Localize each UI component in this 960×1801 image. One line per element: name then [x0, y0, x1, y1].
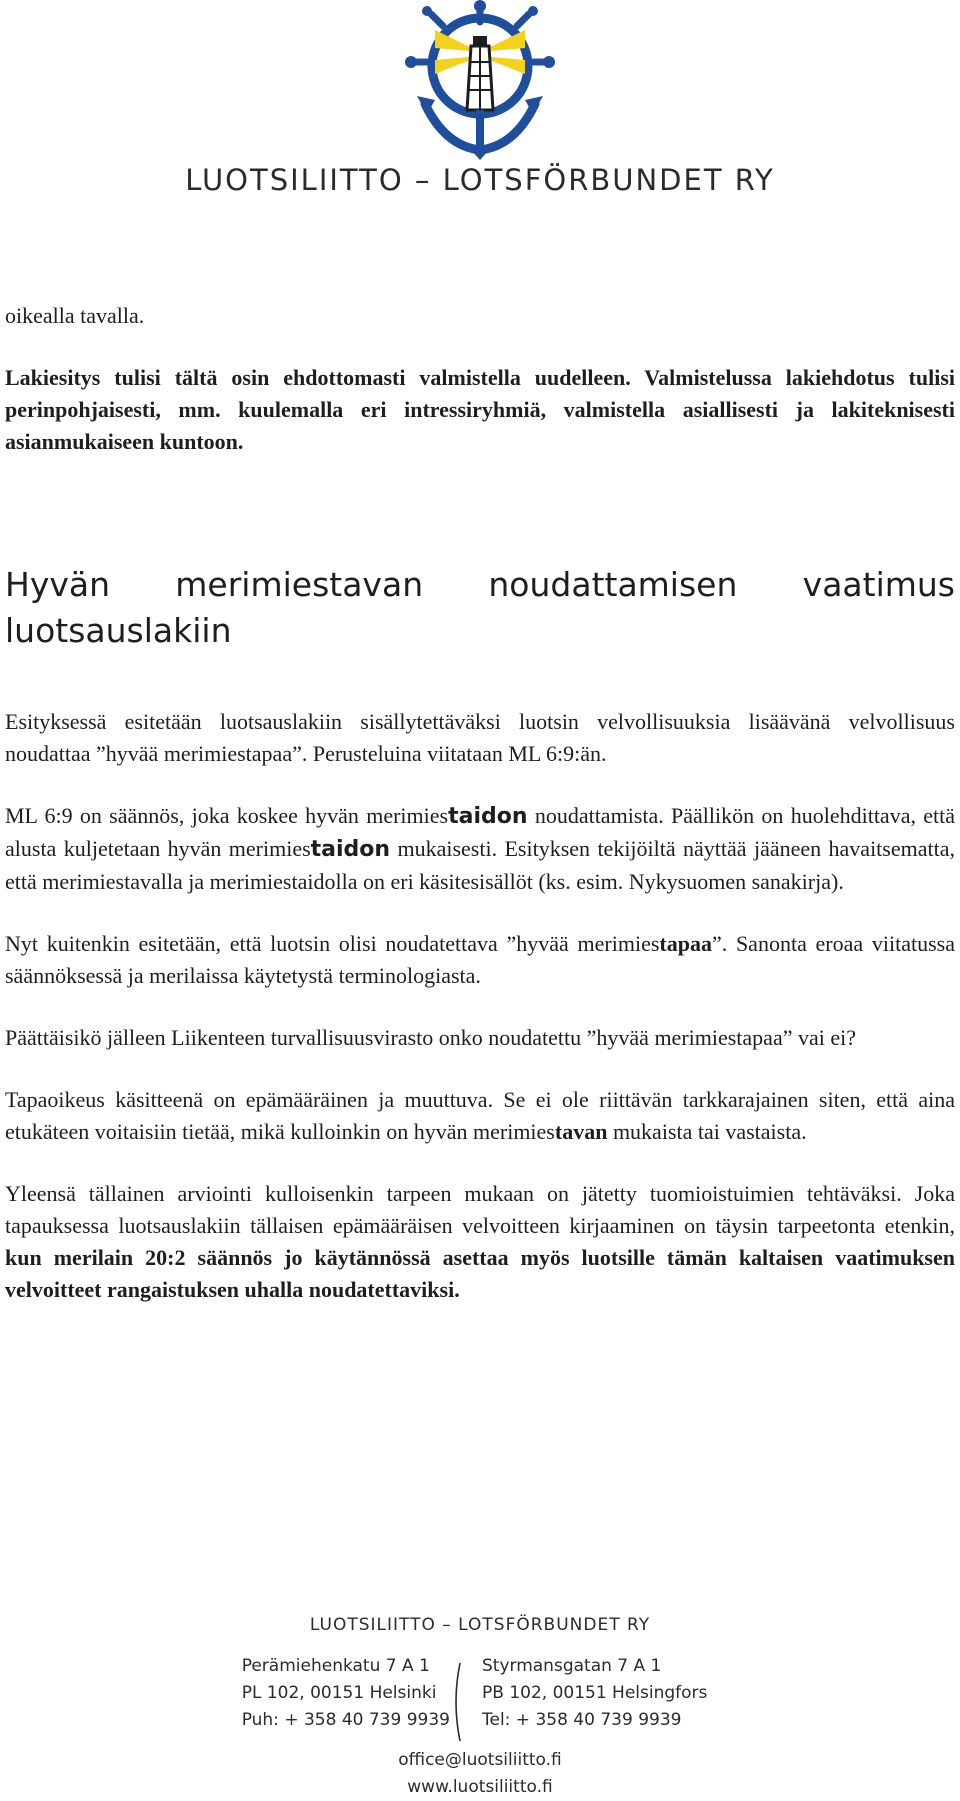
- paragraph-5: Nyt kuitenkin esitetään, että luotsin olisi noudatettava ”hyvää merimiestapaa”. Sanonta eroaa viitatussa säännöksessä ja merilaissa käytetystä terminologiasta.: [5, 931, 955, 988]
- paragraph-8: Yleensä tällainen arviointi kulloisenkin tarpeen mukaan on jätetty tuomioistuimien tehtäväksi. Joka tapauksessa luotsauslakiin tällaisen epämääräisen velvoitteen kirjaaminen on täysin tarpeetonta etenkin, kun merilain 20:2 säännös jo käytännössä asettaa myös luotsille tämän kaltaisen vaatimuksen velvoitteet rangaistuksen uhalla noudatettaviksi.: [5, 1181, 955, 1302]
- paragraph-6: Päättäisikö jälleen Liikenteen turvallisuusvirasto onko noudatettu ”hyvää merimiestapaa” vai ei?: [5, 1025, 856, 1050]
- paragraph-3: Esityksessä esitetään luotsauslakiin sisällytettäväksi luotsin velvollisuuksia lisäävänä velvollisuus noudattaa ”hyvää merimiestapaa”. Perusteluina viitataan ML 6:9:än.: [5, 709, 955, 766]
- header-org-name: LUOTSILIITTO – LOTSFÖRBUNDET RY: [185, 163, 775, 197]
- paragraph-1: oikealla tavalla.: [5, 303, 145, 328]
- brace-divider-icon: [450, 1661, 464, 1743]
- letterhead-footer: [0, 1615, 960, 1797]
- footer-address-fi: Perämiehenkatu 7 A 1 PL 102, 00151 Helsinki Puh: + 358 40 739 9939: [241, 1656, 450, 1730]
- paragraph-4: ML 6:9 on säännös, joka koskee hyvän merimiestaidon noudattamista. Päällikön on huolehdittava, että alusta kuljetetaan hyvän merimiestaidon mukaisesti. Esityksen tekijöiltä näyttää jääneen havaitsematta, että merimiestavalla ja merimiestaidolla on eri käsitesisällöt (ks. esim. Nykysuomen sanakirja).: [5, 803, 956, 894]
- footer-address-sv: Styrmansgatan 7 A 1 PB 102, 00151 Helsingfors Tel: + 358 40 739 9939: [482, 1656, 708, 1730]
- footer-email[interactable]: office@luotsiliitto.fi: [398, 1750, 562, 1770]
- footer-contact: [0, 1747, 960, 1801]
- footer-website[interactable]: www.luotsiliitto.fi: [407, 1777, 553, 1797]
- paragraph-2: Lakiesitys tulisi tältä osin ehdottomasti valmistella uudelleen. Valmistelussa lakiehdotus tulisi perinpohjaisesti, mm. kuulemalla eri intressiryhmiä, valmistella asiallisesti ja lakiteknisesti asianmukaiseen kuntoon.: [5, 365, 955, 454]
- paragraph-7: Tapaoikeus käsitteenä on epämääräinen ja muuttuva. Se ei ole riittävän tarkkarajainen siten, että aina etukäteen voitaisiin tietää, mikä kulloinkin on hyvän merimiestavan mukaista tai vastaista.: [5, 1087, 955, 1144]
- footer-org-name: LUOTSILIITTO – LOTSFÖRBUNDET RY: [309, 1615, 651, 1635]
- section-heading: Hyvän merimiestavan noudattamisen vaatimus luotsauslakiin: [5, 565, 955, 650]
- document-body: [5, 300, 955, 1306]
- ship-wheel-lighthouse-anchor-logo: [405, 0, 555, 160]
